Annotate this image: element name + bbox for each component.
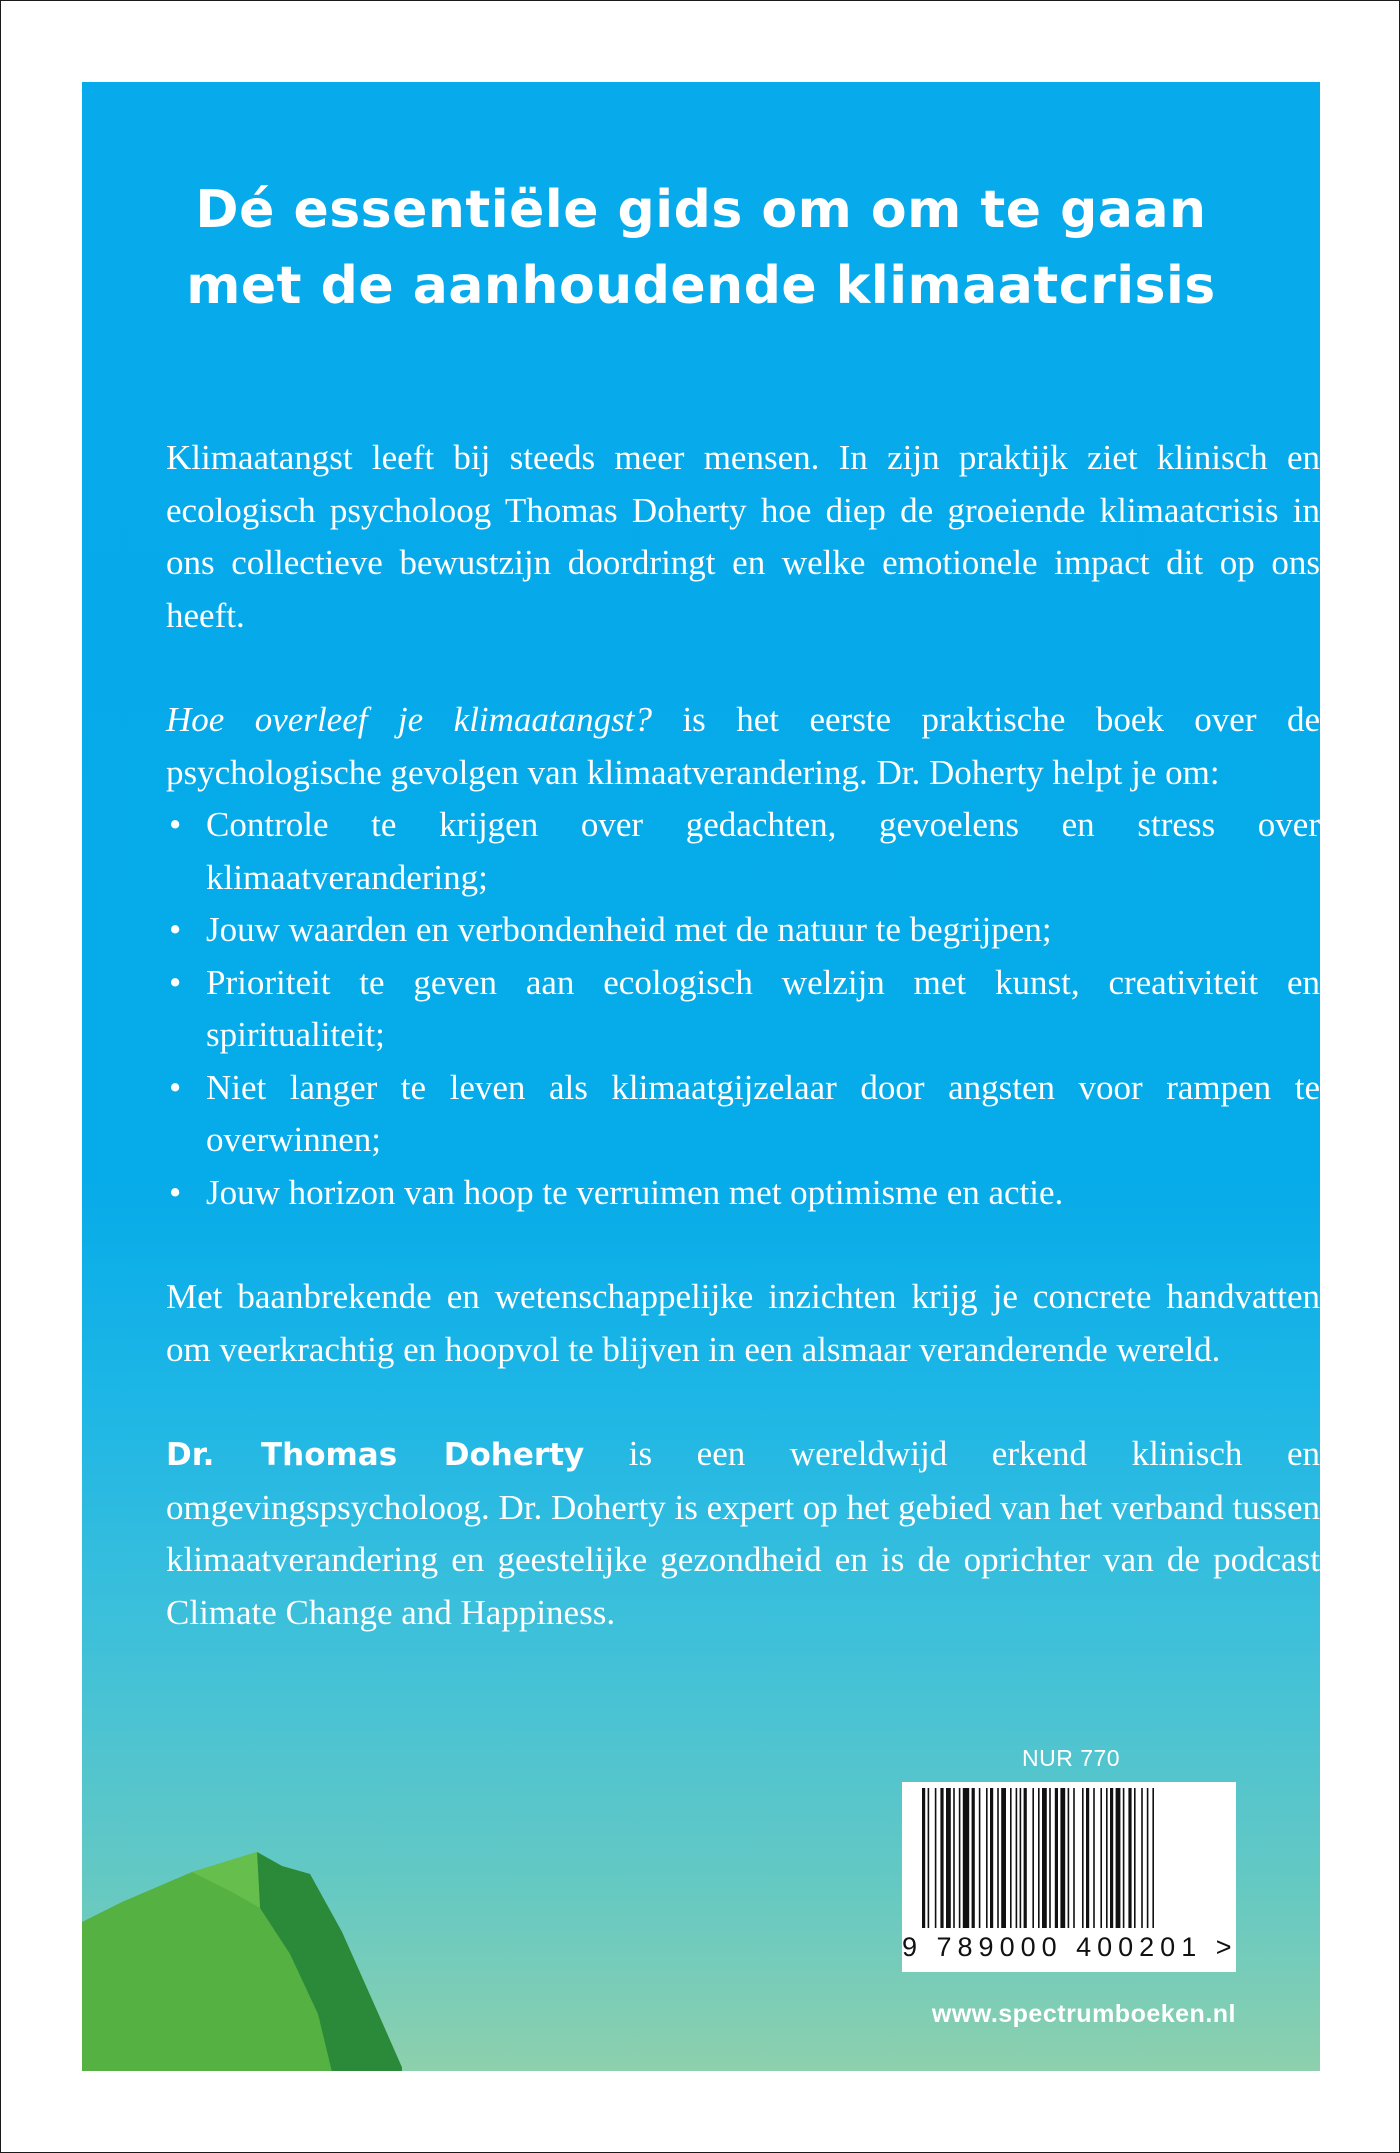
barcode-bar bbox=[1042, 1788, 1047, 1928]
barcode-bar bbox=[1116, 1788, 1121, 1928]
barcode-bar bbox=[928, 1788, 930, 1928]
nur-code: NUR 770 bbox=[1022, 1745, 1121, 1771]
intro-paragraph: Klimaatangst leeft bij steeds meer mensen. In zijn praktijk ziet klinisch en ecologisch psycholoog Thomas Doherty hoe diep de groeiende klimaatcrisis in ons collectieve bewustzijn doordringt en welke emotionele impact dit op ons heeft. bbox=[166, 438, 1320, 635]
barcode-bar bbox=[1060, 1788, 1065, 1928]
barcode-bar bbox=[1032, 1788, 1034, 1928]
barcode-bar bbox=[1123, 1788, 1125, 1928]
list-item bbox=[166, 1062, 1320, 1167]
headline-line-1: Dé essentiële gids om om te gaan bbox=[195, 180, 1207, 240]
barcode-bar bbox=[953, 1788, 955, 1928]
barcode-bar bbox=[979, 1788, 981, 1928]
barcode-bar bbox=[963, 1788, 969, 1928]
barcode-bar bbox=[1134, 1788, 1136, 1928]
list-item-text: Jouw horizon van hoop te verruimen met optimisme en actie. bbox=[206, 1172, 1064, 1212]
list-item-text: Prioriteit te geven aan ecologisch welzijn met kunst, creativiteit en spiritualiteit; bbox=[206, 962, 1320, 1054]
barcode-bar bbox=[1055, 1788, 1058, 1928]
barcode-digits: 9 789000 400201 > bbox=[902, 1932, 1238, 1962]
list-item bbox=[166, 904, 1320, 957]
barcode-bar bbox=[1128, 1788, 1131, 1928]
barcode-bar bbox=[1141, 1788, 1143, 1928]
blurb bbox=[166, 432, 1320, 1691]
barcode-bar bbox=[1038, 1788, 1040, 1928]
headline bbox=[82, 172, 1320, 324]
list-item-text: Controle te krijgen over gedachten, gevoelens en stress over klimaatverandering; bbox=[206, 805, 1320, 897]
barcode-bar bbox=[1024, 1788, 1027, 1928]
barcode-bar bbox=[1093, 1788, 1095, 1928]
barcode-bar bbox=[1049, 1788, 1051, 1928]
bullet-icon: • bbox=[169, 910, 182, 949]
book-back-cover bbox=[82, 82, 1320, 2071]
publisher-website: www.spectrumboeken.nl bbox=[931, 2000, 1236, 2028]
book-intro-text: is het eerste praktische boek over de psychologische gevolgen van klimaatverandering. Dr. Doherty helpt je om: bbox=[166, 700, 1320, 792]
book-intro-paragraph bbox=[166, 694, 1320, 799]
barcode-bar bbox=[1020, 1788, 1022, 1928]
bullet-icon: • bbox=[169, 805, 182, 844]
barcode-bar bbox=[1010, 1788, 1012, 1928]
headline-line-2: met de aanhoudende klimaatcrisis bbox=[186, 256, 1216, 316]
list-item bbox=[166, 799, 1320, 904]
barcode-bar bbox=[997, 1788, 999, 1928]
bullet-icon: • bbox=[169, 1172, 182, 1212]
barcode-bar bbox=[935, 1788, 937, 1928]
bullet-icon: • bbox=[169, 962, 182, 1002]
list-item bbox=[166, 957, 1320, 1062]
barcode-bar bbox=[1001, 1788, 1006, 1928]
author-bio: is een wereldwijd erkend klinisch en omgevingspsycholoog. Dr. Doherty is expert op het gebied van het verband tussen klimaatverandering en geestelijke gezondheid en is de oprichter van de podcast Climate Change and Happiness. bbox=[166, 1434, 1320, 1632]
list-item-text: Jouw waarden en verbondenheid met de natuur te begrijpen; bbox=[206, 910, 1052, 949]
barcode-bar bbox=[1152, 1788, 1154, 1928]
barcode-bar bbox=[1147, 1788, 1149, 1928]
mountain-illustration bbox=[82, 1782, 402, 2071]
barcode-bar bbox=[990, 1788, 993, 1928]
barcode-bar bbox=[946, 1788, 951, 1928]
barcode-bar bbox=[940, 1788, 943, 1928]
barcode-bar bbox=[1068, 1788, 1070, 1928]
author-name: Dr. Thomas Doherty bbox=[166, 1437, 585, 1473]
list-item bbox=[166, 1167, 1320, 1220]
barcode-bar bbox=[986, 1788, 988, 1928]
barcode-bar bbox=[1106, 1788, 1108, 1928]
bullet-icon: • bbox=[169, 1067, 182, 1107]
barcode-icon bbox=[914, 1788, 1224, 1928]
book-title: Hoe overleef je klimaatangst? bbox=[166, 700, 652, 739]
barcode-bar bbox=[1016, 1788, 1018, 1928]
barcode-bar bbox=[922, 1788, 925, 1928]
barcode-bar bbox=[1086, 1788, 1089, 1928]
isbn-barcode bbox=[902, 1782, 1236, 1972]
barcode-bar bbox=[959, 1788, 961, 1928]
barcode-bar bbox=[972, 1788, 975, 1928]
barcode-bar bbox=[1110, 1788, 1113, 1928]
barcode-bar bbox=[1082, 1788, 1084, 1928]
barcode-bar bbox=[1100, 1788, 1102, 1928]
author-paragraph bbox=[166, 1428, 1320, 1639]
barcode-bar bbox=[1073, 1788, 1075, 1928]
list-item-text: Niet langer te leven als klimaatgijzelaar door angsten voor rampen te overwinnen; bbox=[206, 1067, 1320, 1159]
benefit-list bbox=[166, 799, 1320, 1219]
closing-paragraph: Met baanbrekende en wetenschappelijke inzichten krijg je concrete handvatten om veerkrachtig en hoopvol te blijven in een alsmaar veranderende wereld. bbox=[166, 1277, 1320, 1369]
